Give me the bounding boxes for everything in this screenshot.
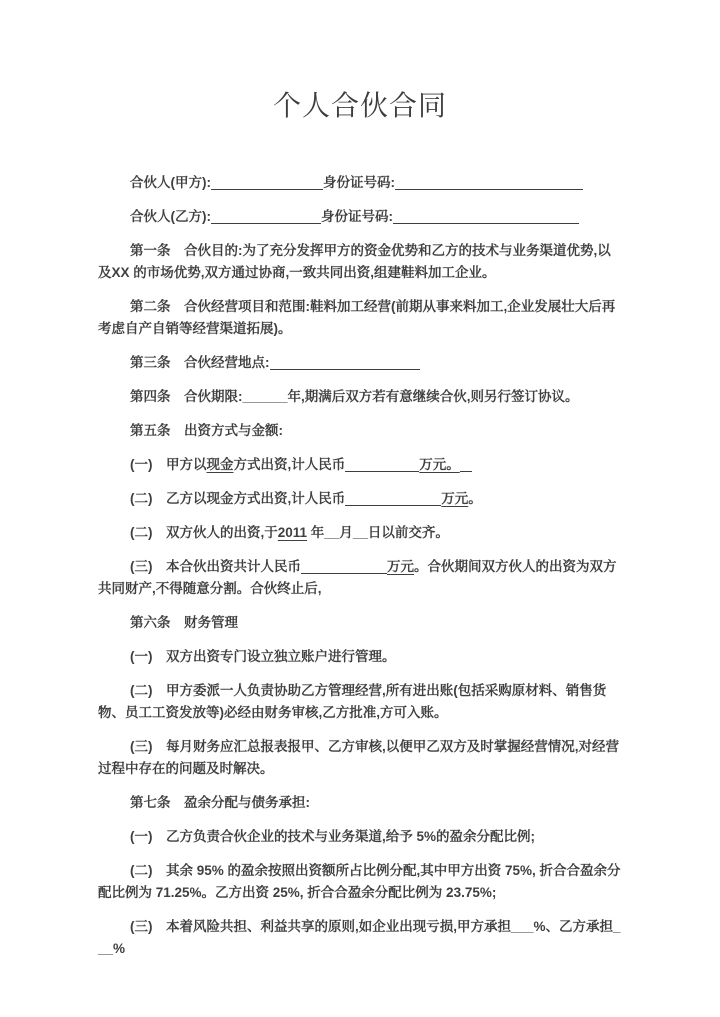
fill-in-blank xyxy=(460,458,472,472)
text-segment: 合伙人(甲方): xyxy=(130,175,211,190)
text-segment: (三) 本合伙出资共计人民币 xyxy=(130,559,301,574)
contract-paragraph xyxy=(98,612,622,634)
contract-paragraph xyxy=(98,680,622,724)
underlined-text-segment: 万元。 xyxy=(419,457,460,472)
contract-paragraph xyxy=(98,792,622,814)
party-id-blank xyxy=(395,176,583,190)
party-line xyxy=(98,206,622,228)
text-segment: 方式出资,计人民币 xyxy=(233,457,346,472)
contract-paragraph xyxy=(98,386,622,408)
text-segment: 。合伙期间双方伙人的出资为双方共同财产,不得随意分割。合伙终止后, xyxy=(98,559,617,596)
contract-paragraph xyxy=(98,916,622,960)
text-segment: (二) 乙方以现金方式出资,计人民币 xyxy=(130,491,346,506)
fill-in-blank xyxy=(345,492,441,506)
text-segment: 。 xyxy=(468,491,482,506)
text-segment: 年__月__日以前交齐。 xyxy=(307,525,449,540)
contract-paragraph xyxy=(98,826,622,848)
party-name-blank xyxy=(211,210,321,224)
text-segment: 第二条 合伙经营项目和范围:鞋料加工经营(前期从事来料加工,企业发展壮大后再考虑自产自销等经营渠道拓展)。 xyxy=(98,299,616,336)
contract-body xyxy=(98,172,622,960)
underlined-text-segment: 2011 xyxy=(277,525,308,540)
text-segment: 身份证号码: xyxy=(321,209,393,224)
text-segment: 第一条 合伙目的:为了充分发挥甲方的资金优势和乙方的技术与业务渠道优势,以及XX 的市场优势,双方通过协商,一致共同出资,组建鞋料加工企业。 xyxy=(98,243,611,280)
contract-paragraph xyxy=(98,736,622,780)
party-line xyxy=(98,172,622,194)
text-segment: 合伙人(乙方): xyxy=(130,209,211,224)
text-segment: 第三条 合伙经营地点: xyxy=(130,355,270,370)
contract-paragraph xyxy=(98,454,622,476)
text-segment: (二) 双方伙人的出资,于 xyxy=(130,525,278,540)
contract-paragraph xyxy=(98,488,622,510)
party-id-blank xyxy=(393,210,579,224)
contract-paragraph xyxy=(98,522,622,544)
contract-paragraph xyxy=(98,420,622,442)
text-segment: 第七条 盈余分配与债务承担: xyxy=(130,795,310,810)
contract-paragraph xyxy=(98,296,622,340)
fill-in-blank xyxy=(345,458,419,472)
text-segment: (一) 乙方负责合伙企业的技术与业务渠道,给予 5%的盈余分配比例; xyxy=(130,829,535,844)
text-segment: 第六条 财务管理 xyxy=(130,615,238,630)
text-segment: (一) 双方出资专门设立独立账户进行管理。 xyxy=(130,649,396,664)
fill-in-blank xyxy=(301,560,387,574)
text-segment: (三) 每月财务应汇总报表报甲、乙方审核,以便甲乙双方及时掌握经营情况,对经营过程中存在的问题及时解决。 xyxy=(98,739,619,776)
underlined-text-segment: 现金 xyxy=(206,457,234,472)
text-segment: (二) 其余 95% 的盈余按照出资额所占比例分配,其中甲方出资 75%, 折合合盈余分配比例为 71.25%。乙方出资 25%, 折合合盈余分配比例为 23.75%; xyxy=(98,863,621,900)
contract-paragraph xyxy=(98,860,622,904)
text-segment: 第四条 合伙期限:______年,期满后双方若有意继续合伙,则另行签订协议。 xyxy=(130,389,579,404)
contract-paragraph xyxy=(98,556,622,600)
document-title: 个人合伙合同 xyxy=(272,91,447,122)
text-segment: 身份证号码: xyxy=(323,175,395,190)
text-segment: 第五条 出资方式与金额: xyxy=(130,423,283,438)
contract-paragraph xyxy=(98,352,622,374)
underlined-text-segment: 万元 xyxy=(441,491,469,506)
text-segment: (三) 本着风险共担、利益共享的原则,如企业出现亏损,甲方承担___%、乙方承担___% xyxy=(98,919,621,956)
fill-in-blank xyxy=(270,356,420,370)
contract-paragraph xyxy=(98,646,622,668)
contract-paragraph xyxy=(98,240,622,284)
party-name-blank xyxy=(211,176,323,190)
text-segment: (二) 甲方委派一人负责协助乙方管理经营,所有进出账(包括采购原材料、销售货物、员工工资发放等)必经由财务审核,乙方批准,方可入账。 xyxy=(98,683,607,720)
text-segment: (一) 甲方以 xyxy=(130,457,207,472)
underlined-text-segment: 万元 xyxy=(387,559,414,574)
